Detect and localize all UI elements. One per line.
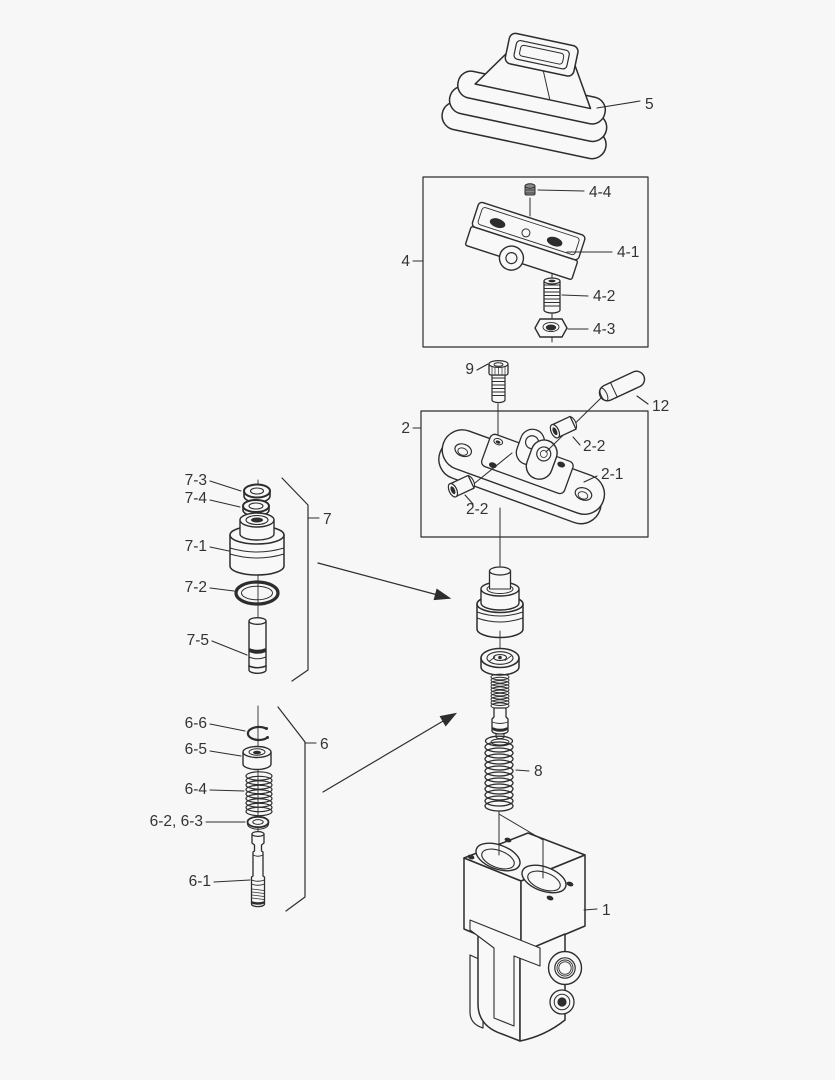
leader-part-8 (516, 770, 529, 771)
label-part-8: 8 (534, 763, 543, 780)
spool-part (252, 832, 265, 907)
group-6-arrow (323, 714, 455, 792)
threaded-stud-part (544, 278, 560, 313)
mounting-plate-part (433, 402, 618, 530)
label-part-7-3: 7-3 (184, 472, 207, 489)
plug-guide-part (230, 513, 284, 575)
label-part-2-1: 2-1 (601, 466, 624, 483)
label-group-4: 4 (401, 253, 410, 270)
leader-part-12 (637, 396, 648, 404)
label-part-1: 1 (602, 902, 611, 919)
return-spring-part (485, 736, 513, 811)
label-part-5: 5 (645, 96, 654, 113)
label-part-7-1: 7-1 (184, 538, 207, 555)
set-screw-part (525, 184, 535, 195)
leader-part-1 (584, 909, 597, 910)
valve-body-part (464, 833, 585, 1041)
label-part-4-1: 4-1 (617, 244, 640, 261)
label-part-6-2-6-3: 6-2, 6-3 (149, 813, 203, 830)
label-part-2-2-lower: 2-2 (466, 501, 489, 518)
o-ring-part (236, 582, 278, 604)
label-part-7-2: 7-2 (184, 579, 207, 596)
label-part-7-5: 7-5 (186, 632, 209, 649)
label-part-4-4: 4-4 (589, 184, 612, 201)
label-group-2: 2 (401, 420, 410, 437)
leader-part-2-2-upper (573, 437, 580, 445)
label-part-6-1: 6-1 (188, 873, 211, 890)
group-6-bracket (278, 707, 305, 911)
group-7-parts (185, 472, 284, 673)
label-part-4-2: 4-2 (593, 288, 616, 305)
leader-part-9 (477, 364, 488, 370)
label-part-9: 9 (465, 361, 474, 378)
rubber-boot-part (439, 22, 625, 161)
group-7-bracket (282, 478, 308, 681)
group-6-parts (150, 706, 272, 907)
label-part-12: 12 (652, 398, 670, 415)
label-part-6-6: 6-6 (184, 715, 207, 732)
spring-seat-part (243, 747, 271, 770)
label-part-6-4: 6-4 (184, 781, 207, 798)
nut-part (535, 319, 567, 337)
label-part-7-4: 7-4 (184, 490, 207, 507)
label-part-6-5: 6-5 (184, 741, 207, 758)
label-part-4-3: 4-3 (593, 321, 616, 338)
assembled-plug (477, 567, 523, 638)
group-7-arrow (318, 563, 449, 598)
socket-bolt-part (489, 361, 508, 403)
spool-spring-part (246, 772, 272, 816)
washer-seal-part (248, 817, 269, 829)
label-group-6: 6 (320, 736, 329, 753)
label-group-7: 7 (323, 511, 332, 528)
threaded-port-large (549, 952, 582, 985)
group-4-contents (462, 184, 639, 342)
assembled-spool (481, 649, 519, 739)
threaded-port-small (550, 990, 574, 1014)
label-part-2-2-upper: 2-2 (583, 438, 606, 455)
push-rod-part (249, 618, 266, 674)
cam-block-part (462, 201, 586, 289)
bushing-upper-part (548, 415, 578, 439)
